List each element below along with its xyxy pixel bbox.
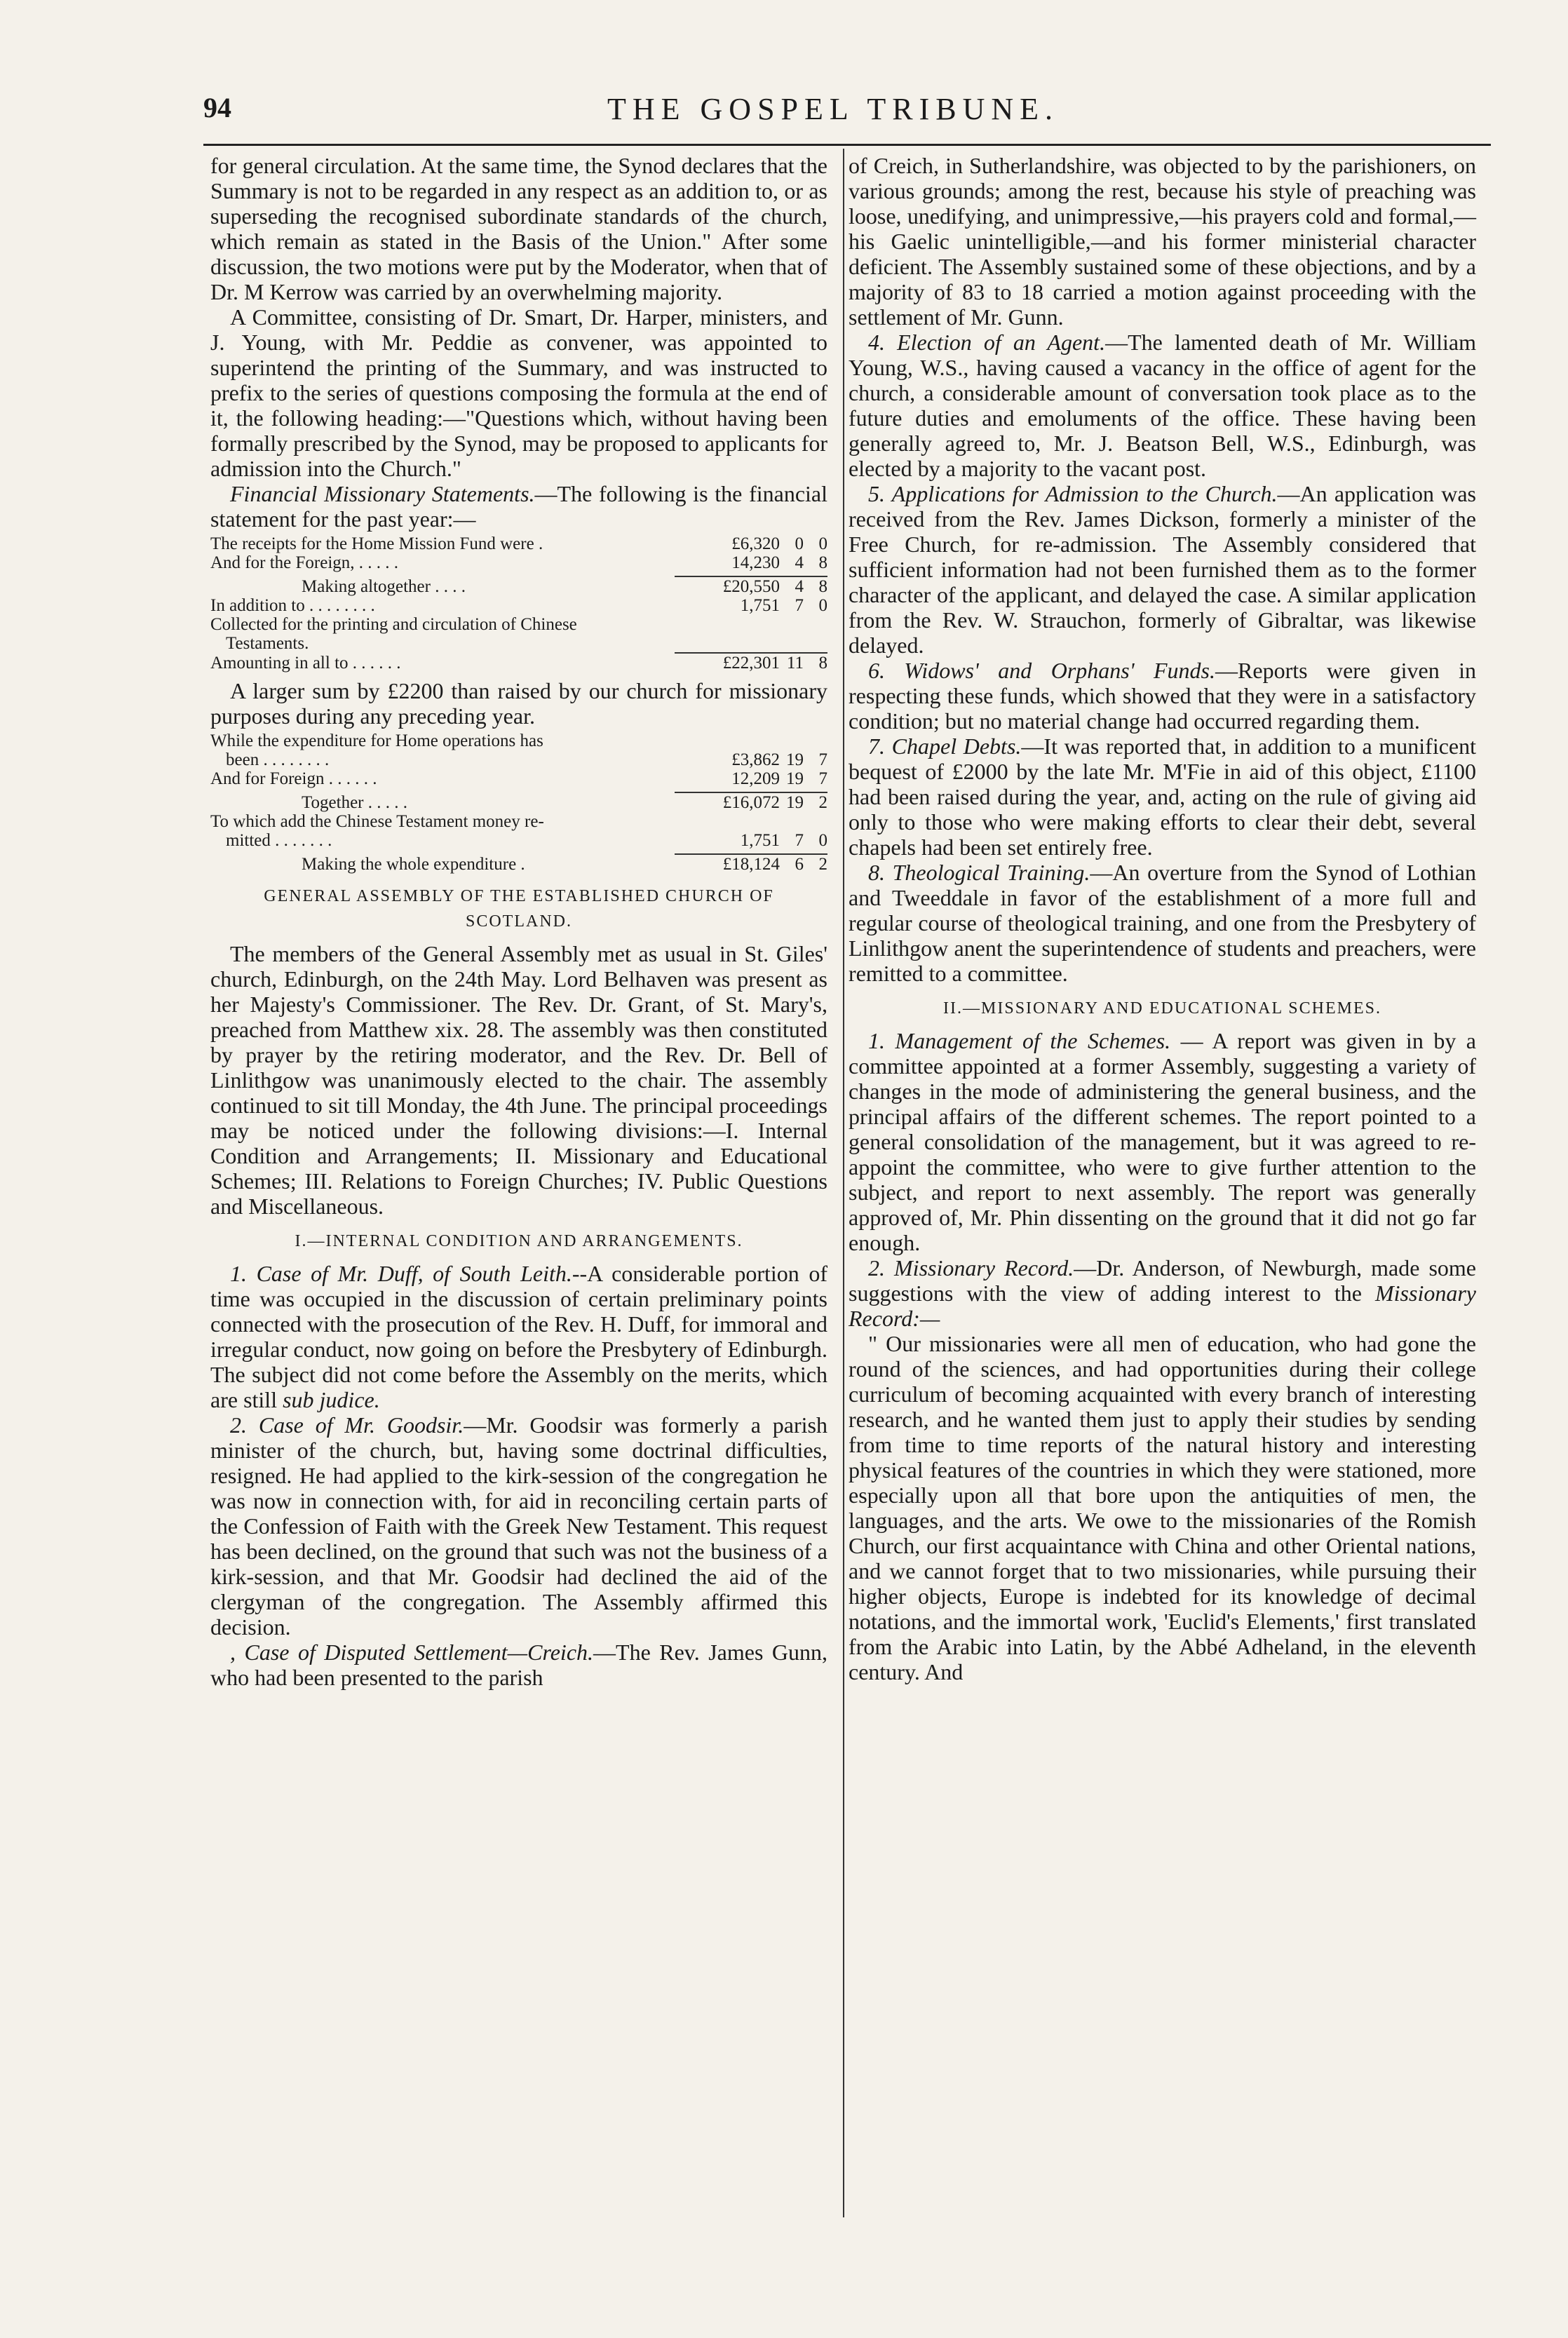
table-row: [210, 731, 827, 750]
paragraph-heading: 2. Case of Mr. Goodsir.: [230, 1412, 464, 1438]
paragraph: A larger sum by £2200 than raised by our church for missionary purposes during any preceding year.: [210, 678, 827, 729]
table-row: [210, 812, 827, 831]
row-label: In addition to . . . . . . . .: [210, 596, 375, 615]
row-label: been . . . . . . . .: [226, 750, 330, 769]
row-label: mitted . . . . . . .: [226, 831, 332, 850]
page-number: 94: [203, 92, 231, 123]
quotation: " Our missionaries were all men of education, who had gone the round of the sciences, and had opportunities during their college curriculum of becoming acquainted with every branch of interesting research, and he wanted them just to apply their studies by sending from time to time reports of the natural history and interesting physical features of the countries in which they were stationed, more especially upon all that bore upon the antiquities of men, the languages, and the arts. We owe to the missionaries of the Romish Church, our first acquaintance with China and other Oriental nations, and we cannot forget that to two missionaries, while pursuing their higher objects, Europe is indebted for its knowledge of decimal notations, and the immortal work, 'Euclid's Elements,' first translated from the Arabic into Latin, by the Abbé Adheland, in the eleventh century. And: [849, 1331, 1476, 1684]
receipts-table: [210, 534, 827, 673]
row-label: And for the Foreign, . . . . .: [210, 553, 399, 572]
paragraph-text: — A report was given in by a committee appointed at a former Assembly, suggesting a variety of changes in the mode of administering the general business, and the principal affairs of the different schemes. The report pointed to a general consolidation of the management, but it was agreed to re-appoint the committee, who were to give further attention to the subject, and report to next assembly. The report was generally approved of, Mr. Phin dissenting on the ground that it did not go far enough.: [849, 1028, 1477, 1255]
table-row: [210, 634, 827, 653]
paragraph: A Committee, consisting of Dr. Smart, Dr. Harper, ministers, and J. Young, with Mr. Peddie as convener, was appointed to superintend the printing of the Summary, and was instructed to prefix to the series of questions composing the formula at the end of it, the following heading:—"Questions which, without having been formally prescribed by the Synod, may be proposed to applicants for admission into the Church.": [210, 304, 827, 481]
paragraph-text: —Mr. Goodsir was formerly a parish minister of the church, but, having some doctrinal difficulties, resigned. He had applied to the kirk-session of the congregation he was now in connection with, for aid in reconciling certain parts of the Confession of Faith with the Greek New Testament. This request has been declined, on the ground that such was not the business of a kirk-session, and that Mr. Goodsir had declined the aid of the clergyman of the congregation. The Assembly affirmed this decision.: [210, 1412, 828, 1640]
total-row: [210, 576, 827, 596]
paragraph-italic: sub judice.: [283, 1387, 380, 1412]
row-label: Testaments.: [226, 634, 309, 653]
table-row: [210, 534, 827, 553]
row-label: The receipts for the Home Mission Fund were .: [210, 534, 543, 553]
paragraph: [849, 734, 1476, 860]
row-shillings: 19: [780, 792, 804, 812]
row-pence: 2: [804, 792, 827, 812]
paragraph: [210, 1640, 827, 1690]
paragraph: [849, 481, 1476, 658]
paragraph-heading: 1. Case of Mr. Duff, of South Leith.: [230, 1261, 572, 1286]
row-pence: 8: [804, 576, 827, 596]
row-pence: 0: [818, 596, 827, 615]
paragraph: [849, 860, 1476, 986]
paragraph: [849, 330, 1476, 481]
row-pence: 8: [818, 553, 827, 572]
row-label: Collected for the printing and circulation of Chinese: [210, 615, 577, 634]
right-column: [849, 153, 1476, 1684]
row-amount: 1,751: [740, 831, 780, 850]
row-shillings: 4: [795, 553, 804, 572]
row-shillings: 6: [780, 854, 804, 874]
row-shillings: 11: [780, 653, 804, 673]
left-column: [210, 153, 827, 1690]
table-row: [210, 769, 827, 788]
row-shillings: 7: [795, 831, 804, 850]
paragraph-heading: 8. Theological Training.: [868, 860, 1090, 885]
paragraph-text: —Dr. Anderson, of Newburgh, made some suggestions with the view of adding interest to the: [849, 1255, 1477, 1306]
row-shillings: 19: [786, 769, 804, 788]
paragraph: of Creich, in Sutherlandshire, was objected to by the parishioners, on various grounds; among the rest, because his style of preaching was loose, unedifying, and unimpressive,—his prayers cold and formal,—his Gaelic unintelligible,—and his former ministerial character deficient. The Assembly sustained some of these objections, and by a majority of 83 to 18 carried a motion against proceeding with the settlement of Mr. Gunn.: [849, 153, 1476, 330]
row-amount: £6,320: [731, 534, 780, 553]
table-row: [210, 553, 827, 572]
paragraph-text: —An overture from the Synod of Lothian and Tweeddale in favor of the establishment of a more full and regular course of theological training, and one from the Presbytery of Linlithgow anent the superintendence of students and preachers, were remitted to a committee.: [849, 860, 1477, 986]
row-pence: 2: [804, 854, 827, 874]
row-shillings: 7: [795, 596, 804, 615]
row-pence: 7: [818, 750, 827, 769]
paragraph-heading: 2. Missionary Record.: [868, 1255, 1074, 1281]
table-row: [210, 750, 827, 769]
section-heading: II.—MISSIONARY AND EDUCATIONAL SCHEMES.: [943, 999, 1381, 1018]
row-label: To which add the Chinese Testament money re-: [210, 812, 544, 831]
paragraph-heading: 6. Widows' and Orphans' Funds.: [868, 658, 1216, 683]
paragraph-heading: 1. Management of the Schemes.: [868, 1028, 1171, 1053]
row-pence: 0: [818, 831, 827, 850]
paragraph-italic: Missionary Record:—: [849, 1281, 1476, 1331]
paragraph-text: —The following is the financial statement for the past year:—: [210, 481, 828, 532]
grand-total-row: [210, 653, 827, 673]
paragraph: [210, 1412, 827, 1640]
header-rule: [203, 144, 1491, 146]
row-amount: 1,751: [740, 596, 780, 615]
paragraph-heading: 7. Chapel Debts.: [868, 734, 1022, 759]
row-shillings: 4: [780, 576, 804, 596]
table-row: [210, 831, 827, 850]
row-label: Making altogether . . . .: [302, 577, 466, 596]
row-amount: £20,550: [675, 576, 780, 596]
paragraph-text: --A considerable portion of time was occupied in the discussion of certain preliminary points connected with the prosecution of the Rev. H. Duff, for immoral and irregular conduct, now going on before the Presbytery of Edinburgh. The subject did not come before the Assembly on the merits, which are still: [210, 1261, 828, 1412]
paragraph: [849, 1255, 1476, 1331]
row-pence: 7: [818, 769, 827, 788]
row-label: Together . . . . .: [302, 793, 407, 812]
paragraph-text: —The Rev. James Gunn, who had been presented to the parish: [210, 1640, 827, 1690]
total-row: [210, 792, 827, 812]
row-amount: £18,124: [675, 854, 780, 874]
row-shillings: 0: [795, 534, 804, 553]
row-pence: 8: [804, 653, 827, 673]
grand-total-row: [210, 854, 827, 874]
row-amount: 12,209: [731, 769, 780, 788]
page-header: [203, 91, 1463, 140]
paragraph: for general circulation. At the same time, the Synod declares that the Summary is not to be regarded in any respect as an addition to, or as superseding the recognised subordinate standards of the church, which remain as stated in the Basis of the Union." After some discussion, the two motions were put by the Moderator, when that of Dr. M Kerrow was carried by an overwhelming majority.: [210, 153, 827, 304]
paragraph-text: —The lamented death of Mr. William Young, W.S., having caused a vacancy in the office of agent for the church, a considerable amount of conversation took place as to the future duties and emoluments of the office. These having been generally agreed to, Mr. J. Beatson Bell, W.S., Edinburgh, was elected by a majority to the vacant post.: [849, 330, 1477, 481]
row-label: Making the whole expenditure .: [302, 855, 525, 874]
paragraph-text: —It was reported that, in addition to a munificent bequest of £2000 by the late Mr. M'Fie in aid of this object, £1100 had been raised during the year, and, acting on the rule of giving aid only to those who were making efforts to clear their debt, several chapels had been set entirely free.: [849, 734, 1477, 860]
paragraph-text: —Reports were given in respecting these funds, which showed that they were in a satisfactory condition; but no material change had occurred regarding them.: [849, 658, 1477, 734]
column-divider: [843, 149, 844, 2217]
paragraph: [210, 1261, 827, 1412]
paragraph: The members of the General Assembly met as usual in St. Giles' church, Edinburgh, on the 24th May. Lord Belhaven was present as her Majesty's Commissioner. The Rev. Dr. Grant, of St. Mary's, preached from Matthew xix. 28. The assembly was then constituted by prayer by the retiring moderator, and the Rev. Dr. Bell of Linlithgow was unanimously elected to the chair. The assembly continued to sit till Monday, the 4th June. The principal proceedings may be noticed under the following divisions:—I. Internal Condition and Arrangements; II. Missionary and Educational Schemes; III. Relations to Foreign Churches; IV. Public Questions and Miscellaneous.: [210, 941, 827, 1219]
expenditure-table: [210, 731, 827, 874]
row-label: While the expenditure for Home operations has: [210, 731, 543, 750]
row-label: And for Foreign . . . . . .: [210, 769, 377, 788]
paragraph: [210, 481, 827, 532]
running-title: THE GOSPEL TRIBUNE.: [607, 92, 1059, 126]
section-heading: GENERAL ASSEMBLY OF THE ESTABLISHED CHURCH OF SCOTLAND.: [264, 887, 774, 931]
paragraph-heading: 4. Election of an Agent.: [868, 330, 1106, 355]
row-label: Amounting in all to . . . . . .: [210, 654, 401, 673]
row-amount: 14,230: [731, 553, 780, 572]
row-amount: £3,862: [731, 750, 780, 769]
paragraph: [849, 658, 1476, 734]
paragraph-heading: 5. Applications for Admission to the Church.: [868, 481, 1278, 506]
row-shillings: 19: [786, 750, 804, 769]
table-row: [210, 615, 827, 634]
paragraph-heading: , Case of Disputed Settlement—Creich.: [230, 1640, 594, 1665]
section-heading: I.—INTERNAL CONDITION AND ARRANGEMENTS.: [295, 1232, 743, 1250]
row-amount: £16,072: [675, 792, 780, 812]
table-row: [210, 596, 827, 615]
row-amount: £22,301: [675, 653, 780, 673]
paragraph-heading: Financial Missionary Statements.: [230, 481, 535, 506]
paragraph: [849, 1028, 1476, 1255]
row-pence: 0: [818, 534, 827, 553]
paragraph-text: —An application was received from the Rev. James Dickson, formerly a minister of the Free Church, for re-admission. The Assembly considered that sufficient information had not been furnished them as to the former character of the applicant, and delayed the case. A similar application from the Rev. W. Strauchon, formerly of Gibraltar, was likewise delayed.: [849, 481, 1477, 658]
